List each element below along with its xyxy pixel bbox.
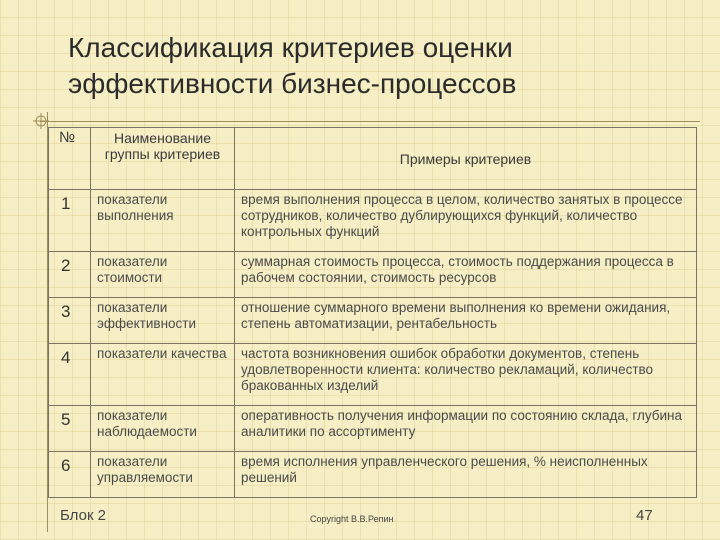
table-row xyxy=(49,298,697,344)
table-header-row xyxy=(49,128,697,190)
slide-title-line-2: эффективности бизнес-процессов xyxy=(68,68,517,99)
row-group: показатели качества xyxy=(91,344,235,406)
footer-copyright: Copyright В.В.Репин xyxy=(310,514,394,524)
table-row xyxy=(49,406,697,452)
criteria-table xyxy=(48,127,697,498)
row-examples: время выполнения процесса в целом, количество занятых в процессе сотрудников, количество дублирующихся функций, количество контрольных функций xyxy=(235,190,697,252)
row-examples: оперативность получения информации по состоянию склада, глубина аналитики по ассортименту xyxy=(235,406,697,452)
row-group: показатели наблюдаемости xyxy=(91,406,235,452)
row-group: показатели стоимости xyxy=(91,252,235,298)
crosshair-icon xyxy=(33,113,49,129)
footer-page-number: 47 xyxy=(636,507,653,524)
slide-title-line-1: Классификация критериев оценки xyxy=(68,32,513,63)
row-num: 6 xyxy=(49,452,91,498)
table-row xyxy=(49,190,697,252)
table-row xyxy=(49,452,697,498)
row-num: 4 xyxy=(49,344,91,406)
header-examples: Примеры критериев xyxy=(235,128,697,190)
row-group: показатели выполнения xyxy=(91,190,235,252)
footer-block-label: Блок 2 xyxy=(60,507,107,524)
table-row xyxy=(49,252,697,298)
row-num: 2 xyxy=(49,252,91,298)
header-num: № xyxy=(49,128,91,190)
row-num: 3 xyxy=(49,298,91,344)
row-num: 5 xyxy=(49,406,91,452)
row-group: показатели эффективности xyxy=(91,298,235,344)
row-examples: суммарная стоимость процесса, стоимость поддержания процесса в рабочем состоянии, стоимость ресурсов xyxy=(235,252,697,298)
slide-title xyxy=(68,30,688,102)
decorative-horizontal-rule xyxy=(40,121,700,122)
row-group: показатели управляемости xyxy=(91,452,235,498)
row-examples: частота возникновения ошибок обработки документов, степень удовлетворенности клиента: количество рекламаций, количество бракованных изделий xyxy=(235,344,697,406)
table-row xyxy=(49,344,697,406)
row-num: 1 xyxy=(49,190,91,252)
header-group: Наименование группы критериев xyxy=(91,128,235,190)
row-examples: отношение суммарного времени выполнения ко времени ожидания, степень автоматизации, рентабельность xyxy=(235,298,697,344)
row-examples: время исполнения управленческого решения, % неисполненных решений xyxy=(235,452,697,498)
